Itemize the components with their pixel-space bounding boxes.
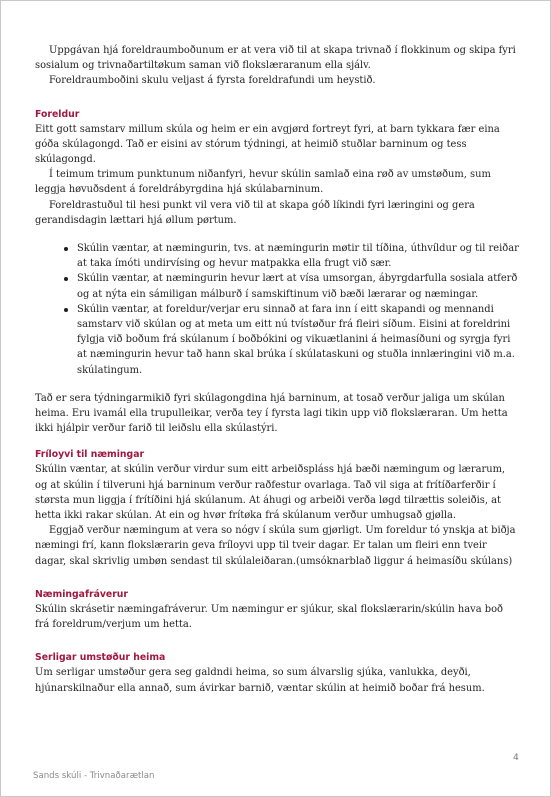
body-paragraph: Eitt gott samstarv millum skúla og heim er ein avgjørd fortreyt fyri, at barn tykkara fær eina góða skúlagongd. Tað er eisini av stórum týdningi, at heimið stuðlar barninum og tess skúlagongd. xyxy=(35,123,500,166)
page-footer: Sands skúli - Trivnaðarætlan xyxy=(33,771,155,781)
list-item: Skúlin væntar, at foreldur/verjar eru sinnað at fara inn í eitt skapandi og mennandi samstarv við skúlan og at meta um eitt nú tvístøður frá fleiri síðum. Eisini at foreldrini fylgja við boðum frá skúlanum í boðbókini og vikuætlanini á heimasíðuni og syrgja fyri at næmingurin hevur tað hann skal brúka í skúlataskuni og stuðla innlæringini við m.a. skúlatingum. xyxy=(77,302,519,378)
section-heading-fravera: Næmingafráverur xyxy=(35,588,129,600)
section-heading-friloyvi: Fríloyvi til næmingar xyxy=(35,449,145,461)
page-content xyxy=(35,43,519,696)
list-item: Skúlin væntar, at næmingurin, tvs. at næmingurin møtir til tíðina, úthvíldur og til reiðar at taka ímóti undirvísing og hevur matpakka ella frugt við sær. xyxy=(77,241,519,271)
body-paragraph: Skúlin skrásetir næmingafráverur. Um næmingur er sjúkur, skal flokslærarin/skúlin hava boð frá foreldrum/verjum um hetta. xyxy=(35,603,503,631)
section-heading-foreldur: Foreldur xyxy=(35,108,80,120)
body-paragraph: Skúlin væntar, at skúlin verður virdur sum eitt arbeiðspláss hjá bæði næmingum og lærarum, og at skúlin í tilveruni hjá barninum verður raðfestur ovarlaga. Tað vil siga at frítíðarferðir í størsta mun liggja í frítíðini hjá skúlanum. At áhugi og arbeiði verða løgd tilrættis soleiðis, at hetta ikki rakar skúlan. At ein og hvør frítøka frá skúlanum verður umhugsað gjølla. xyxy=(35,464,506,522)
body-paragraph: Tað er sera týdningarmikið fyri skúlagongdina hjá barninum, at tosað verður jaliga um skúlan heima. Eru ivamál ella trupulleikar, verða tey í fyrsta lagi tikin upp við flokslæraran. Um hetta ikki hjálpir verður farið til leiðslu ella skúlastýri. xyxy=(35,392,508,435)
body-paragraph: Um serligar umstøður gera seg galdndi heima, so sum álvarslig sjúka, vanlukka, deyði, hjúnarskilnaður ella annað, sum ávirkar barnið, væntar skúlin at heimið boðar frá hesum. xyxy=(35,667,485,694)
body-paragraph: Í teimum trimum punktunum niðanfyri, hevur skúlin samlað eina røð av umstøðum, sum leggja høvuðsdent á foreldrábyrgdina hjá skúlabarninum. xyxy=(35,169,491,196)
intro-paragraph: Uppgávan hjá foreldraumboðunum er at vera við til at skapa trivnað í flokkinum og skipa fyri sosialum og trivnaðartiltøkum saman við flokslæraranum ella sjálv. xyxy=(35,45,516,72)
list-item: Skúlin væntar, at næmingurin hevur lært at vísa umsorgan, ábyrgdarfulla sosiala atferð og at nýta ein sámiligan málburð í samskiftinum við bæði lærarar og næmingar. xyxy=(77,271,519,301)
intro-paragraph: Foreldraumboðini skulu veljast á fyrsta foreldrafundi um heystið. xyxy=(49,75,376,87)
section-heading-umstodur: Serligar umstøður heima xyxy=(35,652,166,664)
body-paragraph: Eggjað verður næmingum at vera so nógv í skúla sum gjørligt. Um foreldur tó ynskja at biðja næmingi frí, kann flokslærarin geva fríloyvi upp til tveir dagar. Er talan um fleiri enn tveir dagar, skal skrivlig umbøn sendast til skúlaleiðaran.(umsóknarblað liggur á heimasíðu skúlans) xyxy=(35,525,516,567)
page-number: 4 xyxy=(513,753,519,763)
body-paragraph: Foreldrastuðul til hesi punkt vil vera við til at skapa góð líkindi fyri læringini og gera gerandisdagin lættari hjá øllum pørtum. xyxy=(35,199,475,226)
bullet-list xyxy=(35,241,519,378)
